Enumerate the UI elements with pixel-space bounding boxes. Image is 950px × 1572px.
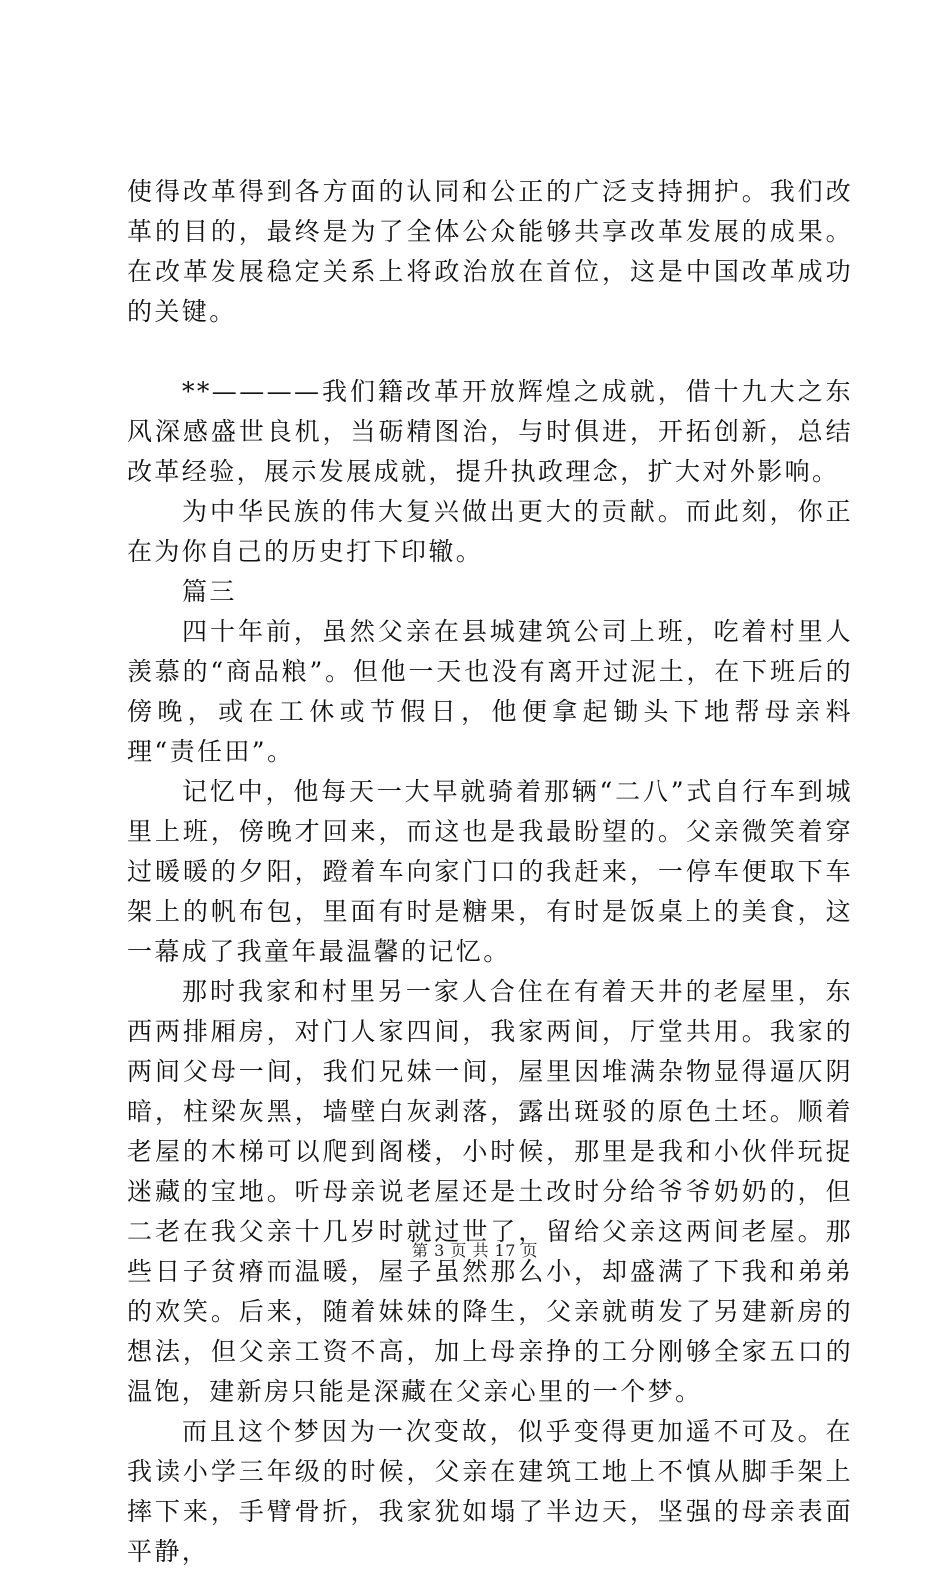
document-body — [127, 172, 853, 1572]
paragraph-4: 四十年前，虽然父亲在县城建筑公司上班，吃着村里人羡慕的“商品粮”。但他一天也没有离开过泥土，在下班后的傍晚，或在工休或节假日，他便拿起锄头下地帮母亲料理“责任田”。 — [127, 617, 853, 766]
paragraph-6: 那时我家和村里另一家人合住在有着天井的老屋里，东西两排厢房，对门人家四间，我家两间，厅堂共用。我家的两间父母一间，我们兄妹一间，屋里因堆满杂物显得逼仄阴暗，柱梁灰黑，墙壁白灰剥落，露出斑驳的原色土坯。顺着老屋的木梯可以爬到阁楼，小时候，那里是我和小伙伴玩捉迷藏的宝地。听母亲说老屋还是土改时分给爷爷奶奶的，但二老在我父亲十几岁时就过世了，留给父亲这两间老屋。那些日子贫瘠而温暖，屋子虽然那么小，却盛满了下我和弟弟的欢笑。后来，随着妹妹的降生，父亲就萌发了另建新房的想法，但父亲工资不高，加上母亲挣的工分刚够全家五口的温饱，建新房只能是深藏在父亲心里的一个梦。 — [127, 977, 853, 1406]
paragraph-2: **————我们籍改革开放辉煌之成就，借十九大之东风深感盛世良机，当砺精图治，与时俱进，开拓创新，总结改革经验，展示发展成就，提升执政理念，扩大对外影响。 — [127, 377, 853, 486]
section-heading: 篇三 — [182, 577, 237, 606]
paragraph-1: 使得改革得到各方面的认同和公正的广泛支持拥护。我们改革的目的，最终是为了全体公众能够共享改革发展的成果。在改革发展稳定关系上将政治放在首位，这是中国改革成功的关键。 — [127, 177, 853, 326]
page-number-footer: 第 3 页 共 17 页 — [412, 1241, 538, 1260]
paragraph-3: 为中华民族的伟大复兴做出更大的贡献。而此刻，你正在为你自己的历史打下印辙。 — [127, 497, 853, 566]
paragraph-5: 记忆中，他每天一大早就骑着那辆“二八”式自行车到城里上班，傍晚才回来，而这也是我最盼望的。父亲微笑着穿过暖暖的夕阳，蹬着车向家门口的我赶来，一停车便取下车架上的帆布包，里面有时是糖果，有时是饭桌上的美食，这一幕成了我童年最温馨的记忆。 — [127, 777, 853, 966]
paragraph-7: 而且这个梦因为一次变故，似乎变得更加遥不可及。在我读小学三年级的时候，父亲在建筑工地上不慎从脚手架上摔下来，手臂骨折，我家犹如塌了半边天，坚强的母亲表面平静， — [127, 1417, 853, 1566]
